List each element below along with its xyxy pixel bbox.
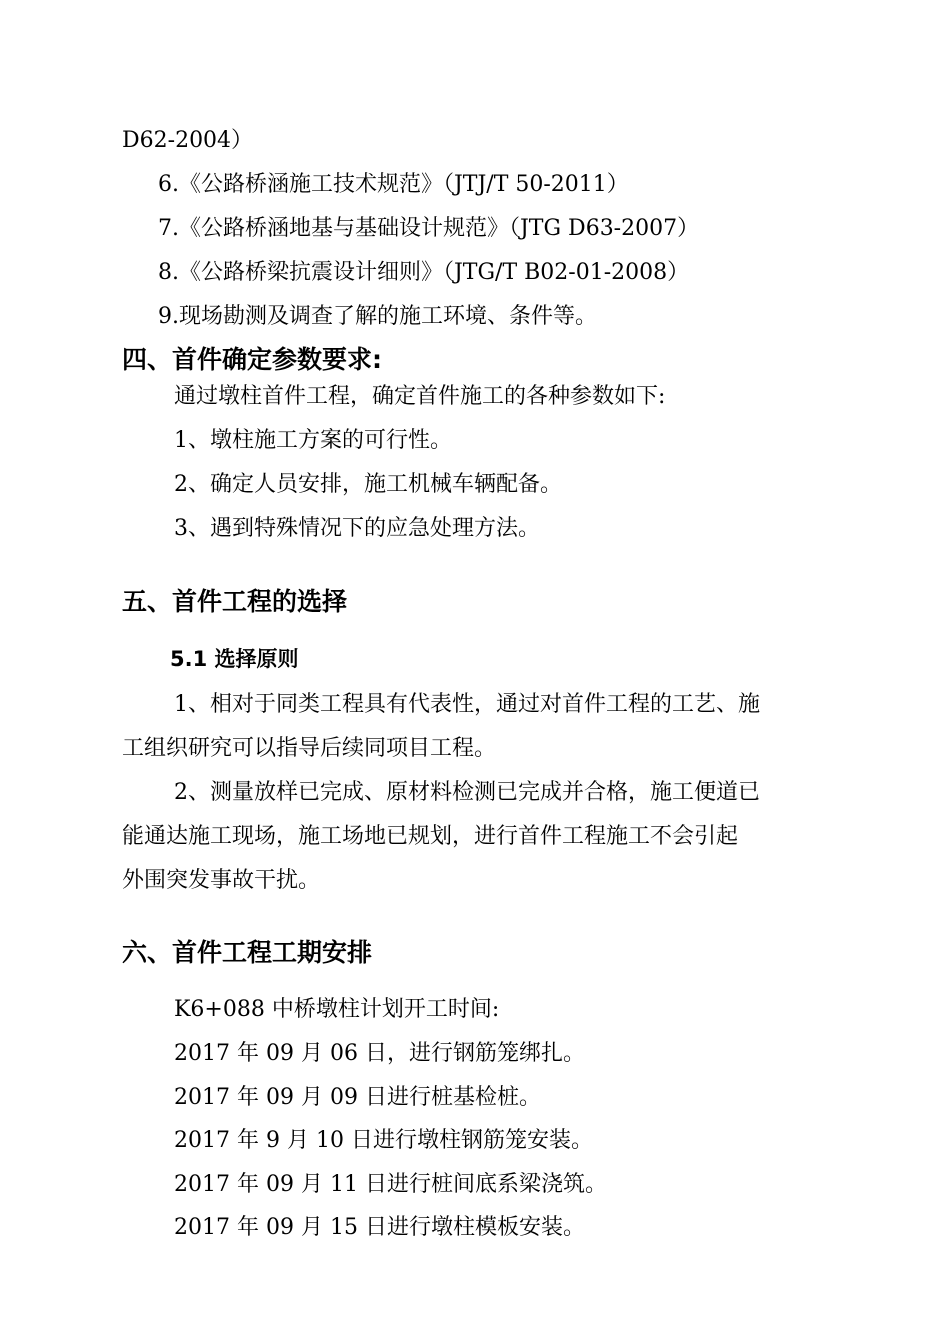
reference-item-8: 8.《公路桥梁抗震设计细则》（JTG/T B02-01-2008） <box>158 260 690 285</box>
schedule-item: 2017 年 9 月 10 日进行墩柱钢筋笼安装。 <box>174 1128 593 1153</box>
schedule-item: 2017 年 09 月 15 日进行墩柱模板安装。 <box>174 1215 585 1240</box>
section-5-paragraph-1-line-2: 工组织研究可以指导后续同项目工程。 <box>122 736 497 761</box>
reference-item-9: 9.现场勘测及调查了解的施工环境、条件等。 <box>158 304 597 329</box>
section-4-intro: 通过墩柱首件工程，确定首件施工的各种参数如下: <box>174 384 666 409</box>
section-5-paragraph-2-line-2: 能通达施工现场，施工场地已规划，进行首件工程施工不会引起 <box>122 824 739 849</box>
section-5-paragraph-2-line-3: 外围突发事故干扰。 <box>122 868 321 893</box>
reference-item-7: 7.《公路桥涵地基与基础设计规范》（JTG D63-2007） <box>158 216 700 241</box>
schedule-item: 2017 年 09 月 09 日进行桩基检桩。 <box>174 1085 541 1110</box>
section-6-intro: K6+088 中桥墩柱计划开工时间: <box>174 997 500 1022</box>
section-5-heading: 五、首件工程的选择 <box>122 587 348 616</box>
reference-continuation: D62-2004） <box>122 128 254 153</box>
section-6-heading: 六、首件工程工期安排 <box>122 938 373 967</box>
schedule-item: 2017 年 09 月 11 日进行桩间底系梁浇筑。 <box>174 1172 607 1197</box>
section-5-1-heading: 5.1 选择原则 <box>170 647 299 671</box>
section-5-paragraph-2-line-1: 2、测量放样已完成、原材料检测已完成并合格，施工便道已 <box>174 780 760 805</box>
section-4-item: 1、墩柱施工方案的可行性。 <box>174 428 452 453</box>
reference-item-6: 6.《公路桥涵施工技术规范》（JTJ/T 50-2011） <box>158 172 629 197</box>
schedule-item: 2017 年 09 月 06 日，进行钢筋笼绑扎。 <box>174 1041 585 1066</box>
section-4-item: 2、确定人员安排，施工机械车辆配备。 <box>174 472 562 497</box>
section-5-paragraph-1-line-1: 1、相对于同类工程具有代表性，通过对首件工程的工艺、施 <box>174 692 760 717</box>
section-4-item: 3、遇到特殊情况下的应急处理方法。 <box>174 516 540 541</box>
section-4-heading: 四、首件确定参数要求: <box>122 345 382 374</box>
